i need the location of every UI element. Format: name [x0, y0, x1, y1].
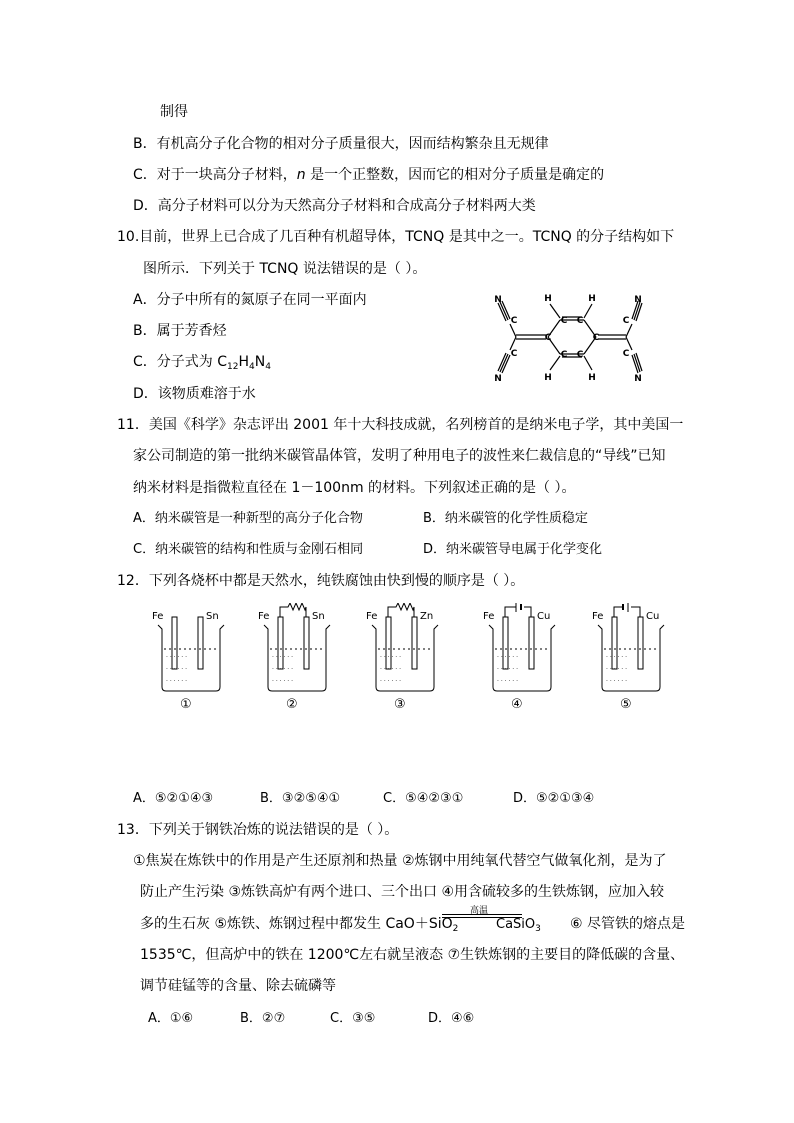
svg-text:· · · · · ·: · · · · · ·	[380, 666, 401, 673]
beaker-diagram-2	[258, 603, 340, 713]
q13-line3-pre: 多的生石灰 ⑤炼铁、炼钢过程中都发生 CaO＋SiO	[140, 916, 453, 932]
atom-c: C	[510, 349, 518, 359]
svg-text:· · · · · ·: · · · · · ·	[497, 654, 518, 661]
atom-h: H	[588, 373, 596, 383]
italic-n: n	[296, 167, 306, 183]
formula-n: N	[254, 354, 266, 370]
option-c-part1: C．对于一块高分子材料，	[133, 167, 297, 183]
svg-text:· · · · · ·: · · · · · ·	[272, 654, 293, 661]
svg-text:· · · · · ·: · · · · · ·	[272, 678, 293, 685]
beaker-diagram-5	[592, 603, 674, 713]
q11-option-c: C．纳米碳管的结构和性质与金刚石相同	[133, 542, 364, 557]
question-13-item-text: 防止产生污染 ③炼铁高炉有两个进口、三个出口 ④用含硫较多的生铁炼钢，应加入较	[140, 884, 664, 900]
svg-text:· · · · · ·: · · · · · ·	[497, 678, 518, 685]
electrode-label-left: Fe	[258, 611, 270, 622]
electrode-label-left: Fe	[483, 611, 495, 622]
atom-n: N	[494, 295, 502, 305]
electrode-label-left: Fe	[152, 611, 164, 622]
q13-answer-b: B．②⑦	[240, 1011, 286, 1026]
q13-answer-a: A．①⑥	[148, 1011, 194, 1026]
formula-sub: 12	[227, 362, 239, 372]
q11-option-d: D．纳米碳管导电属于化学变化	[423, 542, 603, 557]
question-10-stem: 10.目前，世界上已合成了几百种有机超导体，TCNQ 是其中之一。TCNQ 的分子结构如下	[117, 229, 675, 245]
atom-c: C	[576, 350, 584, 360]
tcnq-structure-diagram	[488, 290, 648, 384]
beaker-number: ④	[511, 697, 523, 712]
svg-text:· · · · · ·: · · · · · ·	[606, 654, 627, 661]
question-12-stem: 12．下列各烧杯中都是天然水，纯铁腐蚀由快到慢的顺序是（ ）。	[117, 573, 525, 589]
electrode-label-right: Cu	[537, 611, 551, 622]
question-13-item-text: 1535℃，但高炉中的铁在 1200℃左右就呈液态 ⑦生铁炼钢的主要目的降低碳的含量、	[140, 947, 685, 963]
beaker-diagram-3	[366, 603, 448, 713]
q10-option-b: B．属于芳香烃	[133, 323, 227, 339]
formula-h: H	[238, 354, 249, 370]
option-c	[133, 166, 604, 184]
atom-c: C	[592, 333, 600, 343]
q11-option-b: B．纳米碳管的化学性质稳定	[423, 511, 588, 526]
atom-n: N	[634, 295, 642, 305]
question-11-stem-cont: 家公司制造的第一批纳米碳管晶体管，发明了种用电子的波性来仁裁信息的“导线”已知	[133, 448, 666, 464]
atom-c: C	[560, 350, 568, 360]
svg-text:· · · · · ·: · · · · · ·	[606, 666, 627, 673]
question-11-stem-cont: 纳米材料是指微粒直径在 1－100nm 的材料。下列叙述正确的是（ ）。	[133, 480, 576, 496]
svg-text:· · · · · ·: · · · · · ·	[606, 678, 627, 685]
svg-text:· · · · · ·: · · · · · ·	[380, 654, 401, 661]
product-text: CaSiO	[496, 917, 536, 932]
beaker-number: ③	[394, 697, 406, 712]
formula-sub: 4	[265, 362, 271, 372]
atom-n: N	[494, 374, 502, 384]
option-b: B．有机高分子化合物的相对分子质量很大，因而结构繁杂且无规律	[133, 136, 549, 152]
atom-c: C	[560, 316, 568, 326]
q10-option-d: D．该物质难溶于水	[133, 386, 256, 402]
question-11-stem: 11．美国《科学》杂志评出 2001 年十大科技成就，名列榜首的是纳米电子学，其中美国一	[117, 417, 684, 433]
svg-text:· · · · · ·: · · · · · ·	[166, 678, 187, 685]
beaker-diagram-1	[152, 603, 234, 713]
beaker-number: ⑤	[620, 697, 632, 712]
beaker-number: ②	[286, 697, 298, 712]
q12-answer-a: A．⑤②①④③	[133, 791, 214, 806]
electrode-label-right: Cu	[646, 611, 660, 622]
electrode-label-left: Fe	[592, 611, 604, 622]
atom-c: C	[622, 349, 630, 359]
svg-text:· · · · · ·: · · · · · ·	[380, 678, 401, 685]
question-13-item-text: 调节硅锰等的含量、除去硫磷等	[140, 978, 336, 994]
svg-text:· · · · · ·: · · · · · ·	[497, 666, 518, 673]
question-13-item-text: ⑥ 尽管铁的熔点是	[570, 916, 686, 932]
q12-answer-b: B．③②⑤④①	[260, 791, 341, 806]
atom-c: C	[622, 316, 630, 326]
formula-pre: C．分子式为 C	[133, 354, 228, 370]
atom-c: C	[544, 333, 552, 343]
condition-label: 高温	[470, 906, 489, 916]
atom-n: N	[634, 374, 642, 384]
svg-text:· · · · · ·: · · · · · ·	[272, 666, 293, 673]
atom-h: H	[544, 373, 552, 383]
product-formula	[496, 917, 541, 934]
q12-answer-c: C．⑤④②③①	[383, 791, 464, 806]
reaction-arrow-line	[442, 914, 522, 915]
beaker-number: ①	[180, 697, 192, 712]
electrode-label-left: Fe	[366, 611, 378, 622]
electrode-label-right: Zn	[420, 611, 434, 622]
q13-answer-d: D．④⑥	[428, 1011, 475, 1026]
q10-option-a: A．分子中所有的氮原子在同一平面内	[133, 292, 367, 308]
atom-c: C	[576, 316, 584, 326]
reaction-condition	[440, 903, 541, 937]
text-line: 制得	[160, 104, 188, 120]
atom-c: C	[510, 316, 518, 326]
q10-option-c	[133, 353, 271, 376]
question-13-item-text: ①焦炭在炼铁中的作用是产生还原剂和热量 ②炼钢中用纯氧代替空气做氧化剂，是为了	[133, 853, 667, 869]
formula-sub: 4	[249, 362, 255, 372]
atom-h: H	[544, 294, 552, 304]
question-13-item-text	[140, 915, 458, 938]
atom-h: H	[588, 294, 596, 304]
question-10-stem-cont: 图所示．下列关于 TCNQ 说法错误的是（ ）。	[143, 261, 427, 277]
electrode-label-right: Sn	[206, 611, 219, 622]
q13-answer-c: C．③⑤	[330, 1011, 376, 1026]
q11-option-a: A．纳米碳管是一种新型的高分子化合物	[133, 511, 363, 526]
option-c-part2: 是一个正整数，因而它的相对分子质量是确定的	[305, 167, 605, 183]
formula-sub: 2	[452, 924, 459, 934]
electrode-label-right: Sn	[312, 611, 325, 622]
q12-answer-d: D．⑤②①③④	[513, 791, 595, 806]
formula-sub: 3	[535, 924, 541, 934]
question-13-stem: 13．下列关于钢铁冶炼的说法错误的是（ ）。	[117, 822, 399, 838]
option-d: D．高分子材料可以分为天然高分子材料和合成高分子材料两大类	[133, 198, 536, 214]
beaker-diagram-4	[483, 603, 565, 713]
svg-text:· · · · · ·: · · · · · ·	[166, 666, 187, 673]
svg-text:· · · · · ·: · · · · · ·	[166, 654, 187, 661]
